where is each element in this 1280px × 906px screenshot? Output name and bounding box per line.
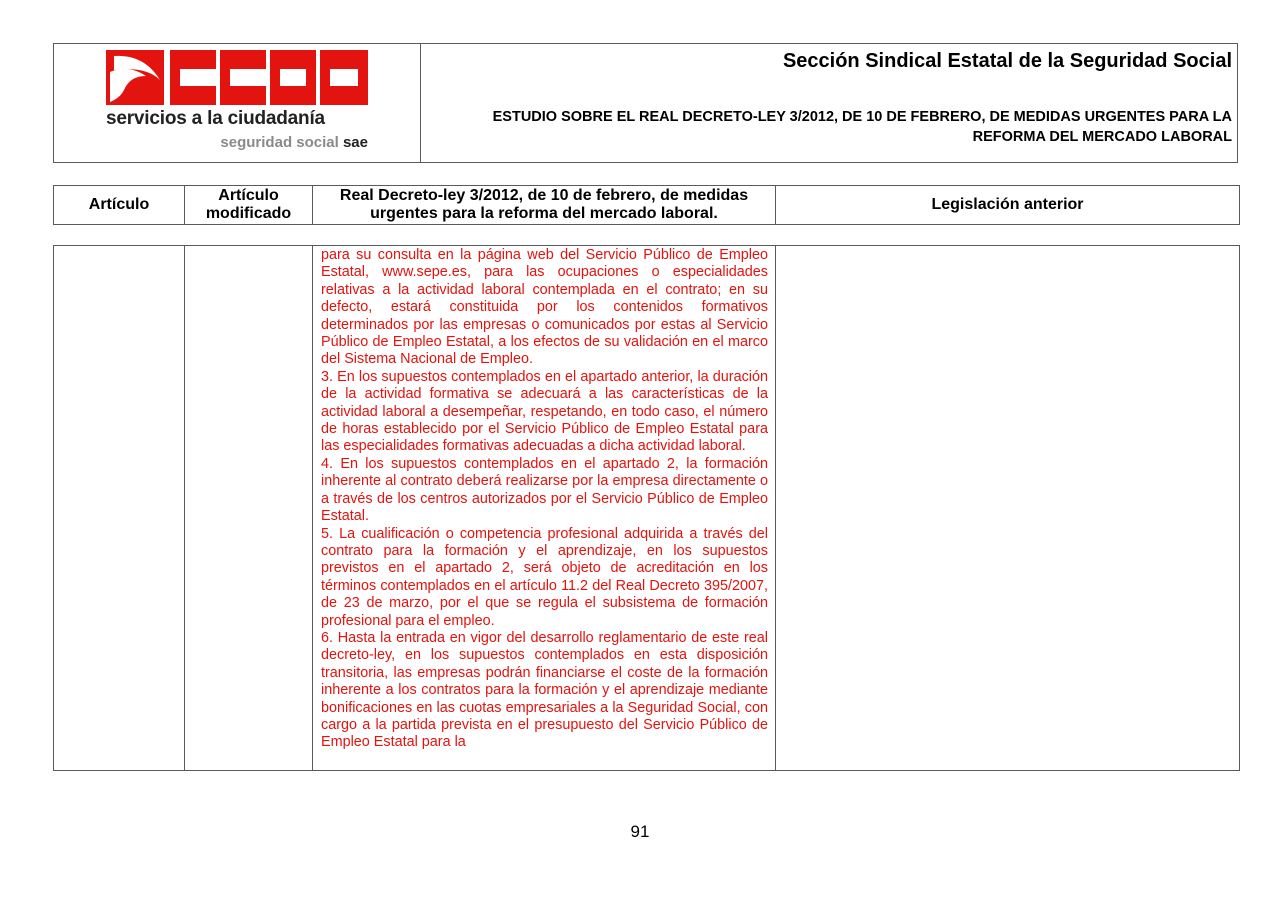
cell-articulo — [54, 246, 185, 771]
column-header-table — [53, 185, 1240, 225]
logo-subtag-sae: sae — [342, 134, 368, 151]
logo-subtag — [220, 134, 368, 151]
logo-tagline: servicios a la ciudadanía — [106, 108, 325, 129]
logo-cell — [54, 44, 421, 162]
ccoo-logo-mark — [106, 50, 368, 105]
column-articulo: Artículo — [54, 186, 185, 225]
ccoo-logo — [106, 50, 368, 150]
cell-real-decreto — [313, 246, 776, 771]
content-table — [53, 245, 1240, 771]
decree-paragraph: 3. En los supuestos contemplados en el apartado anterior, la duración de la actividad formativa se adecuará a las características de la actividad laboral a desempeñar, respetando, en todo caso, el número de horas establecido por el Servicio Público de Empleo Estatal para las especialidades formativas adecuadas a dicha actividad laboral. — [321, 368, 768, 455]
study-title: ESTUDIO SOBRE EL REAL DECRETO-LEY 3/2012, DE 10 DE FEBRERO, DE MEDIDAS URGENTES PARA LA REFORMA DEL MERCADO LABORAL — [492, 109, 1232, 145]
decree-paragraph: para su consulta en la página web del Servicio Público de Empleo Estatal, www.sepe.es, para las ocupaciones o especialidades relativas a la actividad laboral contemplada en el contrato; en su defecto, estará constituida por los contenidos formativos determinados por las empresas o comunicados por estas al Servicio Público de Empleo Estatal, a los efectos de su validación en el marco del Sistema Nacional de Empleo. — [321, 247, 768, 368]
column-articulo-modificado: Artículo modificado — [185, 186, 313, 225]
page-number: 91 — [630, 822, 650, 841]
cell-legislacion-anterior — [776, 246, 1240, 771]
column-real-decreto: Real Decreto-ley 3/2012, de 10 de febrero, de medidas urgentes para la reforma del mercado laboral. — [313, 186, 776, 225]
document-header — [53, 43, 1238, 163]
logo-subtag-text: seguridad social — [220, 134, 339, 151]
section-title: Sección Sindical Estatal de la Seguridad Social — [782, 50, 1232, 72]
decree-paragraph: 6. Hasta la entrada en vigor del desarrollo reglamentario de este real decreto-ley, en los supuestos contemplados en esta disposición transitoria, las empresas podrán financiarse el coste de la formación inherente a los contratos para la formación y el aprendizaje mediante bonificaciones en las cuotas empresariales a la Seguridad Social, con cargo a la partida prevista en el presupuesto del Servicio Público de Empleo Estatal para la — [321, 629, 768, 751]
title-cell — [421, 44, 1237, 162]
decree-paragraph: 4. En los supuestos contemplados en el apartado 2, la formación inherente al contrato deberá realizarse por la empresa directamente o a través de los centros autorizados por el Servicio Público de Empleo Estatal. — [321, 455, 768, 525]
decree-text — [313, 246, 775, 770]
cell-articulo-modificado — [185, 246, 313, 771]
column-legislacion-anterior: Legislación anterior — [776, 186, 1240, 225]
decree-paragraph: 5. La cualificación o competencia profesional adquirida a través del contrato para la formación y el aprendizaje, en los supuestos previstos en el apartado 2, será objeto de acreditación en los términos contemplados en el artículo 11.2 del Real Decreto 395/2007, de 23 de marzo, por el que se regula el subsistema de formación profesional para el empleo. — [321, 525, 768, 629]
